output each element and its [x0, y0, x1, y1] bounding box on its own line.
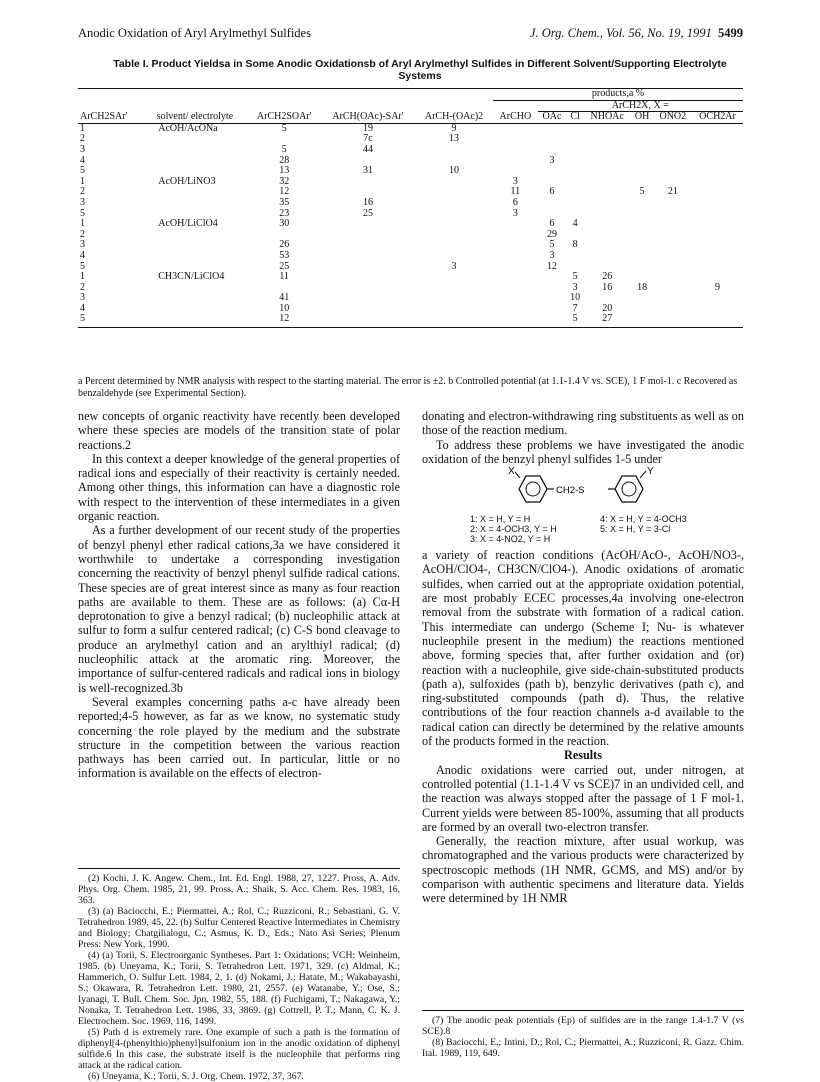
table-footnote: a Percent determined by NMR analysis with respect to the starting material. The error is ±2. b Controlled potential (at 1.1-1.4 V vs. SCE), 1 F mol-1. c Recovered as benzaldehyde (see Experimental Section). [78, 376, 738, 399]
table-cell [493, 156, 538, 167]
table-cell [654, 166, 692, 177]
x-substituent: X [508, 466, 515, 478]
table-cell [415, 230, 493, 241]
table-cell [631, 304, 654, 315]
table-cell [631, 209, 654, 220]
left-column [78, 409, 400, 781]
table-cell [493, 314, 538, 327]
table-cell: 10 [570, 292, 581, 304]
footnote: (7) The anodic peak potentials (Ep) of sulfides are in the range 1.4-1.7 V (vs SCE).8 [422, 1015, 744, 1037]
table-cell: 13 [279, 165, 290, 177]
table-cell [142, 187, 247, 198]
table-cell [692, 219, 743, 230]
table-cell [321, 272, 415, 283]
table-cell: CH3CN/LiClO4 [158, 271, 225, 283]
table-cell: AcOH/AcONa [158, 122, 218, 134]
table-cell: 5 [566, 314, 584, 327]
paragraph: Generally, the reaction mixture, after usual workup, was chromatographed and the various products were characterized by spectroscopic methods (1H NMR, GCMS, and MS) and/or by comparison with authentic specimens and literature data. Yields were determined by 1H NMR [422, 834, 744, 906]
table-cell: 53 [279, 249, 290, 261]
table-cell [692, 304, 743, 315]
table-cell [654, 251, 692, 262]
table-cell: 2 [80, 228, 85, 240]
table-cell: 30 [279, 218, 290, 230]
column-header: Cl [566, 112, 584, 124]
table-cell [692, 177, 743, 188]
table-cell [631, 219, 654, 230]
table-cell [321, 251, 415, 262]
table-cell [142, 198, 247, 209]
table-cell [321, 293, 415, 304]
table-cell: 7 [572, 302, 578, 314]
table-row [78, 240, 743, 251]
table-cell: 1 [80, 175, 85, 187]
sulfide-structure-scheme [422, 466, 744, 548]
table-cell [493, 123, 538, 134]
compound-2-label: 2: X = 4-OCH3, Y = H [470, 524, 557, 535]
table-cell [321, 262, 415, 273]
table-cell: 16 [362, 196, 373, 208]
table-cell [631, 262, 654, 273]
table-cell [584, 156, 631, 167]
table-cell [538, 314, 567, 327]
table-cell: 3 [512, 175, 518, 187]
paragraph: Anodic oxidations were carried out, under nitrogen, at controlled potential (1.1-1.4 V vs SCE)7 in an undivided cell, and the reaction was always stopped after the passage of 1 F mol-1. Current yields were between 85-100%, assuming that all products are formed by an overall two-electron transfer. [422, 762, 744, 834]
table-cell [654, 230, 692, 241]
table-cell: 3 [80, 143, 85, 155]
table-cell [538, 134, 567, 145]
table-cell: 29 [546, 228, 557, 240]
table-cell: AcOH/LiClO4 [158, 218, 218, 230]
table-cell [566, 134, 584, 145]
table-cell: 8 [572, 239, 578, 251]
footnotes-left [78, 868, 400, 1082]
table-cell [566, 177, 584, 188]
table-cell: 13 [449, 133, 460, 145]
column-header: OH [631, 112, 654, 124]
table-cell [493, 145, 538, 156]
table-cell [321, 219, 415, 230]
table-cell: 10 [279, 302, 290, 314]
table-cell [415, 293, 493, 304]
table-cell: 10 [449, 165, 460, 177]
table-cell [631, 123, 654, 134]
table-cell [538, 198, 567, 209]
table-cell [584, 251, 631, 262]
table-cell [538, 304, 567, 315]
table-row [78, 314, 743, 327]
table-cell [415, 251, 493, 262]
table-cell [566, 198, 584, 209]
paragraph: To address these problems we have investigated the anodic oxidation of the benzyl phenyl sulfides 1-5 under [422, 437, 744, 466]
table-cell [654, 145, 692, 156]
table-cell [692, 187, 743, 198]
table-cell [566, 166, 584, 177]
column-header: OAc [538, 112, 567, 124]
table-row [78, 134, 743, 145]
table-cell [538, 293, 567, 304]
paragraph: In this context a deeper knowledge of the general properties of radical ions and especially of their reactivity is certainly needed. Among other things, this information can have a diagnostic role with respect to the intervention of these intermediates in a given organic reaction. [78, 451, 400, 524]
column-header: solvent/ electrolyte [142, 112, 247, 124]
table-cell: 12 [279, 186, 290, 198]
table-cell [415, 283, 493, 294]
table-cell: 5 [78, 314, 142, 327]
table-cell [142, 251, 247, 262]
table-caption: Table I. Product Yieldsa in Some Anodic Oxidationsb of Aryl Arylmethyl Sulfides in Different Solvent/Supporting Electrolyte Systems [113, 58, 727, 82]
table-cell: 11 [510, 186, 521, 198]
table-cell [493, 134, 538, 145]
table-cell [493, 304, 538, 315]
table-cell [692, 156, 743, 167]
table-cell [142, 304, 247, 315]
column-header: ArCH-(OAc)2 [415, 112, 493, 124]
table-cell: 4 [572, 218, 578, 230]
column-header: ArCH(OAc)-SAr' [321, 112, 415, 124]
table-cell: 5 [281, 143, 287, 155]
footnote: (3) (a) Baciocchi, E.; Piermattei, A.; Rol, C.; Ruzziconi, R.; Sebastiani, G. V. Tetrahedron 1989, 45, 22. (b) Sulfur Centered Reactive Intermediates in Chemistry and Biology; Chatgilialogu, C.; Asmus, K. D., Eds.; Nato Asi Series; Plenum Press: New York, 1990. [78, 906, 400, 950]
table-cell: 23 [279, 207, 290, 219]
table-cell: 25 [362, 207, 373, 219]
table-cell [566, 187, 584, 198]
table-cell [415, 145, 493, 156]
compound-1-label: 1: X = H, Y = H [470, 514, 531, 525]
table-cell [692, 198, 743, 209]
table-cell: 5 [281, 122, 287, 134]
table-cell [142, 293, 247, 304]
table-cell: 3 [80, 196, 85, 208]
column-header: ArCH2SAr' [78, 112, 142, 124]
table-cell [654, 240, 692, 251]
table-cell: 19 [362, 122, 373, 134]
table-cell: 26 [602, 271, 613, 283]
table-cell [584, 123, 631, 134]
table-cell: 2 [80, 281, 85, 293]
table-cell [692, 123, 743, 134]
table-cell: 4 [80, 302, 85, 314]
table-cell: 2 [80, 186, 85, 198]
table-cell: 5 [80, 165, 85, 177]
table-cell [321, 314, 415, 327]
paragraph: As a further development of our recent study of the properties of benzyl phenyl ether radical cations,3a we have considered it worthwhile to undertake a corresponding investigation concerning the reactivity of benzyl phenyl sulfide radical cations. These species are of great interest since as many as four reaction paths are available to them. These are as follows: (a) Cα-H deprotonation to give a benzyl radical; (b) nucleophilic attack at sulfur to form a sulfur centered radical; (c) C-S bond cleavage to produce an arylmethyl cation and an arylthiyl radical; (d) nucleophilic attack at the aromatic ring. Moreover, the importance of sulfur-centered radicals and radical ions in biology is well-recognized.3b [78, 523, 400, 695]
table-cell: 26 [279, 239, 290, 251]
table-cell [692, 145, 743, 156]
table-cell: 21 [667, 186, 678, 198]
table-row [78, 293, 743, 304]
table-cell [654, 262, 692, 273]
compound-3-label: 3: X = 4-NO2, Y = H [470, 534, 551, 545]
table-cell: 12 [248, 314, 321, 327]
table-cell [654, 134, 692, 145]
table-cell [631, 145, 654, 156]
table-cell [415, 198, 493, 209]
right-column [422, 409, 744, 906]
table-cell [493, 251, 538, 262]
table-cell [654, 272, 692, 283]
table-row [78, 187, 743, 198]
table-cell [415, 304, 493, 315]
table-cell [493, 230, 538, 241]
table-cell: 5 [80, 260, 85, 272]
table-cell: 4 [80, 154, 85, 166]
table-cell [566, 156, 584, 167]
table-cell [584, 187, 631, 198]
column-header: ONO2 [654, 112, 692, 124]
table-cell [538, 123, 567, 134]
table-cell [321, 230, 415, 241]
table-cell: 1 [80, 271, 85, 283]
table-cell [493, 240, 538, 251]
table-cell [493, 262, 538, 273]
table-cell: 3 [549, 154, 555, 166]
table-cell [538, 145, 567, 156]
table-cell [415, 177, 493, 188]
paragraph: donating and electron-withdrawing ring substituents as well as on those of the reaction medium. [422, 409, 744, 438]
paragraph: new concepts of organic reactivity have recently been developed where these species are models of the transition state of polar reactions.2 [78, 409, 400, 452]
table-cell [415, 240, 493, 251]
table-cell: 9 [715, 281, 720, 293]
product-yields-table [78, 88, 743, 328]
table-row [78, 198, 743, 209]
table-cell [321, 304, 415, 315]
table-row [78, 145, 743, 156]
table-cell [692, 262, 743, 273]
table-row [78, 123, 743, 134]
table-cell [584, 240, 631, 251]
table-cell: 31 [362, 165, 373, 177]
table-cell [584, 198, 631, 209]
table-cell [584, 166, 631, 177]
table-cell [142, 156, 247, 167]
footnote: (6) Uneyama, K.; Torii, S. J. Org. Chem. 1972, 37, 367. [88, 1071, 304, 1082]
table-cell [538, 272, 567, 283]
column-header: NHOAc [584, 112, 631, 124]
table-cell: 11 [279, 271, 290, 283]
table-cell [631, 230, 654, 241]
table-cell [631, 251, 654, 262]
table-cell [692, 209, 743, 220]
table-row [78, 251, 743, 262]
table-cell: 5 [639, 186, 645, 198]
table-row [78, 283, 743, 294]
paragraph: Several examples concerning paths a-c have already been reported;4-5 however, as far as we know, no systematic study concerning the role played by the medium and the substrate structure in the competition between the various reaction pathways has been carried out. In particular, little or no information is available on the effects of electron- [78, 694, 400, 781]
table-cell [654, 219, 692, 230]
table-cell: 7c [363, 133, 373, 145]
methylene-sulfur-link: CH2-S [556, 485, 585, 497]
table-cell [538, 166, 567, 177]
table-cell [415, 187, 493, 198]
table-cell: 3 [572, 281, 578, 293]
table-cell [584, 177, 631, 188]
paragraph: a variety of reaction conditions (AcOH/AcO-, AcOH/NO3-, AcOH/ClO4-, CH3CN/ClO4-). Anodic oxidations of aromatic sulfides, when carried out at the appropriate oxidation potential, are most probably ECEC processes,4a involving one-electron removal from the substrate with formation of a radical cation. This intermediate can undergo (Scheme I; Nu- is whatever nucleophile present in the medium) the reactions mentioned above, forming species that, after further oxidation and (or) reaction with a nucleophile, give side-chain-substituted products (path a), sulfoxides (path b), benzylic derivatives (path c), and ring-substituted compounds (path d). Thus, the relative contributions of the four reaction channels a-d available to the radical cation can directly be determined by the relative amounts of the products formed in the reaction. [422, 548, 744, 749]
table-cell [692, 251, 743, 262]
arch2x-header: ArCH2X, X = [538, 100, 743, 112]
table-cell [493, 219, 538, 230]
table-cell [142, 314, 247, 327]
table-cell [692, 240, 743, 251]
compound-5-label: 5: X = H, Y = 3-Cl [600, 524, 671, 535]
table-cell [493, 283, 538, 294]
table-cell: 25 [279, 260, 290, 272]
table-cell [584, 145, 631, 156]
table-row [78, 230, 743, 241]
table-cell [654, 123, 692, 134]
table-cell [631, 293, 654, 304]
table-cell: AcOH/LiNO3 [158, 175, 216, 187]
table-cell: 41 [279, 292, 290, 304]
footnote: (8) Baciocchi, E.; Intini, D.; Rol, C.; Piermattei, A.; Ruzziconi, R. Gazz. Chim. Ital. 1989, 119, 649. [422, 1037, 744, 1059]
table-cell [142, 240, 247, 251]
table-cell: 5 [549, 239, 555, 251]
benzyl-phenyl-sulfide-structure [482, 466, 682, 512]
table-cell [584, 134, 631, 145]
table-cell: 18 [637, 281, 648, 293]
table-cell: 3 [512, 207, 518, 219]
table-cell [692, 134, 743, 145]
table-cell [692, 230, 743, 241]
table-cell: 1 [80, 122, 85, 134]
table-cell [566, 251, 584, 262]
table-cell [654, 156, 692, 167]
running-title: Anodic Oxidation of Aryl Arylmethyl Sulfides [78, 26, 311, 40]
table-cell: 3 [451, 260, 457, 272]
table-cell [142, 145, 247, 156]
table-cell [142, 283, 247, 294]
table-cell: 44 [362, 143, 373, 155]
table-cell: 4 [80, 249, 85, 261]
table-cell [631, 198, 654, 209]
column-header: ArCHO [493, 112, 538, 124]
footnotes-right [422, 1010, 744, 1059]
table-cell: 3 [80, 292, 85, 304]
table-cell [631, 134, 654, 145]
footnote: (5) Path d is extremely rare. One example of such a path is the formation of diphenyl[4-(phenylthio)phenyl]sulfonium ion in the anodic oxidation of diphenyl sulfide.6 In this case, the substrate itself is the nucleophile that performs ring attack at the radical cation. [78, 1027, 400, 1071]
footnote: (2) Kochi, J. K. Angew. Chem., Int. Ed. Engl. 1988, 27, 1227. Pross, A. Adv. Phys. Org. Chem. 1985, 21, 99. Pross, A.; Shaik, S. Acc. Chem. Res. 1983, 16, 363. [78, 873, 400, 906]
table-cell: 32 [279, 175, 290, 187]
table-cell [692, 166, 743, 177]
table-cell [631, 156, 654, 167]
table-cell [142, 230, 247, 241]
table-cell [566, 145, 584, 156]
footnote: (4) (a) Torii, S. Electroorganic Syntheses. Part 1: Oxidations; VCH: Weinheim, 1985. (b) Uneyama, K.; Torii, S. Tetrahedron Lett. 1971, 329. (c) Aldmal, K.; Hammerich, O. Sulfur Lett. 1984, 2, 1. (d) Nokami, J.; Hatate, M.; Wakabayashi, S.; Okawara, R. Tetrahedron Lett. 1980, 21, 2557. (e) Watanabe, Y.; Ose, S.; Iyanagi, T. Bull. Chem. Soc. Jpn. 1982, 55, 188. (f) Fuchigami, T.; Nakagawa, Y.; Nonaka, T. Tetrahedron Lett. 1986, 33, 3869. (g) Cottrell, P. T.; Mann, C. K. J. Electrochem. Soc. 1969, 116, 1499. [78, 950, 400, 1027]
table-cell [538, 283, 567, 294]
page-number: 5499 [718, 26, 743, 40]
table-cell: 6 [549, 186, 555, 198]
table-cell: 27 [584, 314, 631, 327]
table-cell: 35 [279, 196, 290, 208]
table-cell [692, 293, 743, 304]
table-row [78, 219, 743, 230]
table-cell [142, 134, 247, 145]
table-cell [654, 314, 692, 327]
table-cell: 5 [80, 207, 85, 219]
table-cell [654, 293, 692, 304]
table-row [78, 156, 743, 167]
table-cell: 20 [602, 302, 613, 314]
table-cell: 6 [549, 218, 555, 230]
journal-citation: J. Org. Chem., Vol. 56, No. 19, 1991 5499 [529, 26, 743, 40]
table-cell [654, 209, 692, 220]
table-cell [631, 240, 654, 251]
table-cell [584, 230, 631, 241]
table-cell [584, 209, 631, 220]
table-cell [415, 314, 493, 327]
table-cell: 1 [80, 218, 85, 230]
table-cell [321, 177, 415, 188]
table-cell [321, 283, 415, 294]
products-header: products,a % [493, 89, 743, 100]
table-cell: 16 [602, 281, 613, 293]
table-row [78, 304, 743, 315]
table-cell [631, 314, 654, 327]
table-cell: 6 [512, 196, 518, 208]
table-cell [584, 219, 631, 230]
table-cell [493, 272, 538, 283]
table-cell [692, 314, 743, 327]
table-cell: 3 [549, 249, 555, 261]
table-cell: 12 [546, 260, 557, 272]
compound-4-label: 4: X = H, Y = 4-OCH3 [600, 514, 687, 525]
table-cell [654, 198, 692, 209]
table-cell [415, 219, 493, 230]
table-cell: 3 [80, 239, 85, 251]
table-cell [415, 209, 493, 220]
table-cell [654, 304, 692, 315]
y-substituent: Y [647, 466, 654, 478]
column-header: ArCH2SOAr' [248, 112, 321, 124]
table-cell [631, 166, 654, 177]
table-cell: 2 [80, 133, 85, 145]
results-heading: Results [564, 748, 602, 763]
column-header: OCH2Ar [692, 112, 743, 124]
table-cell [415, 272, 493, 283]
table-cell [654, 283, 692, 294]
table-cell: 5 [572, 271, 578, 283]
table-cell: 28 [279, 154, 290, 166]
table-cell [566, 123, 584, 134]
table-cell [321, 240, 415, 251]
table-cell [493, 293, 538, 304]
table-cell: 9 [451, 122, 457, 134]
